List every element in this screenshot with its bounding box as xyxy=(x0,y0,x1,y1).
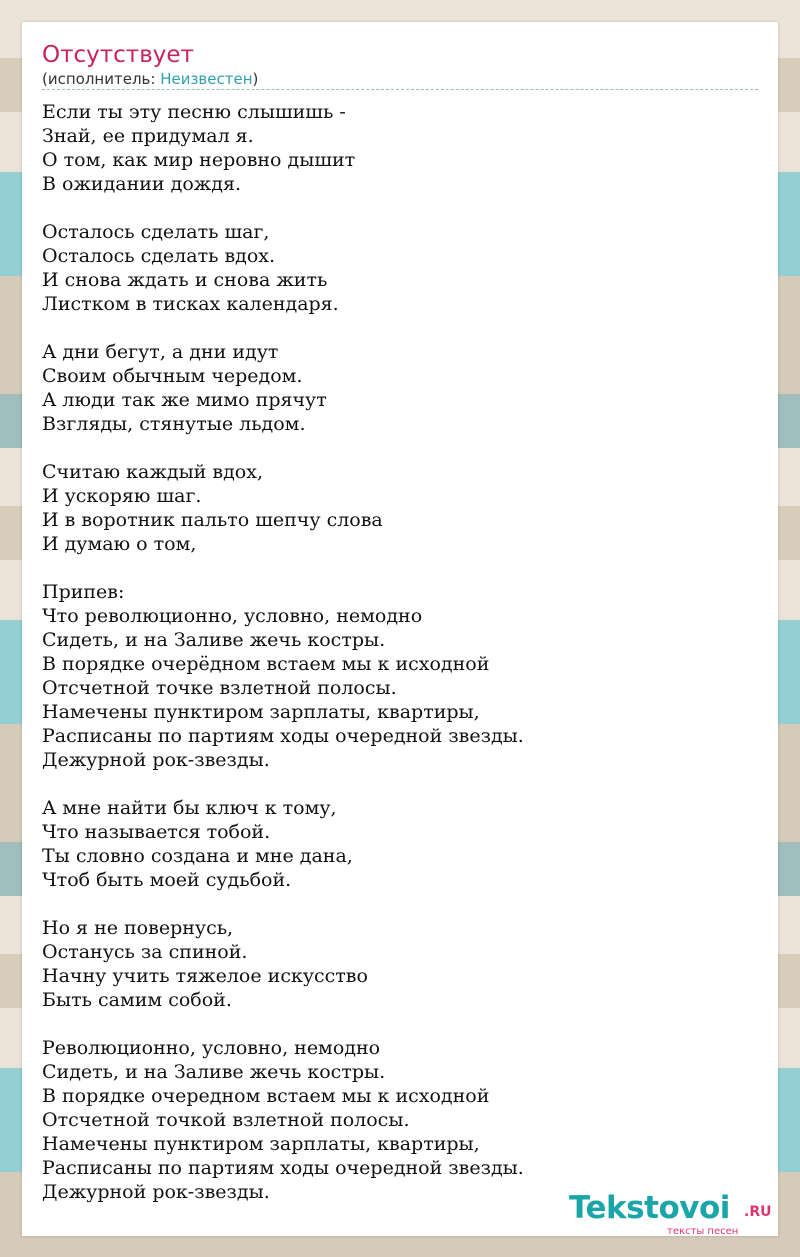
logo-brand: Tekstovoi xyxy=(569,1190,730,1226)
lyrics-card xyxy=(22,22,778,1236)
logo-tagline: тексты песен xyxy=(667,1226,739,1237)
artist-prefix: (исполнитель: xyxy=(42,70,161,88)
artist-link[interactable]: Неизвестен xyxy=(160,70,253,88)
artist-suffix: ) xyxy=(252,70,259,88)
song-title: Отсутствует xyxy=(42,42,194,68)
logo-tld: .RU xyxy=(744,1204,772,1220)
site-logo-watermark xyxy=(569,1190,779,1236)
divider xyxy=(42,89,758,90)
artist-line xyxy=(42,70,258,88)
lyrics-text: Если ты эту песню слышишь - Знай, ее придумал я. О том, как мир неровно дышит В ожидании дождя. Осталось сделать шаг, Осталось сделать вдох. И снова ждать и снова жить Листком в тисках календаря. А дни бегут, а дни идут Своим обычным чередом. А люди так же мимо прячут Взгляды, стянутые льдом. Считаю каждый вдох, И ускоряю шаг. И в воротник пальто шепчу слова И думаю о том, Припев: Что революционно, условно, немодно Сидеть, и на Заливе жечь костры. В порядке очерёдном встаем мы к исходной Отсчетной точке взлетной полосы. Намечены пунктиром зарплаты, квартиры, Расписаны по партиям ходы очередной звезды. Дежурной рок-звезды. А мне найти бы ключ к тому, Что называется тобой. Ты словно создана и мне дана, Чтоб быть моей судьбой. Но я не повернусь, Останусь за спиной. Начну учить тяжелое искусство Быть самим собой. Революционно, условно, немодно Сидеть, и на Заливе жечь костры. В порядке очередном встаем мы к исходной Отсчетной точкой взлетной полосы. Намечены пунктиром зарплаты, квартиры, Расписаны по партиям ходы очередной звезды. Дежурной рок-звезды. xyxy=(42,101,524,1203)
